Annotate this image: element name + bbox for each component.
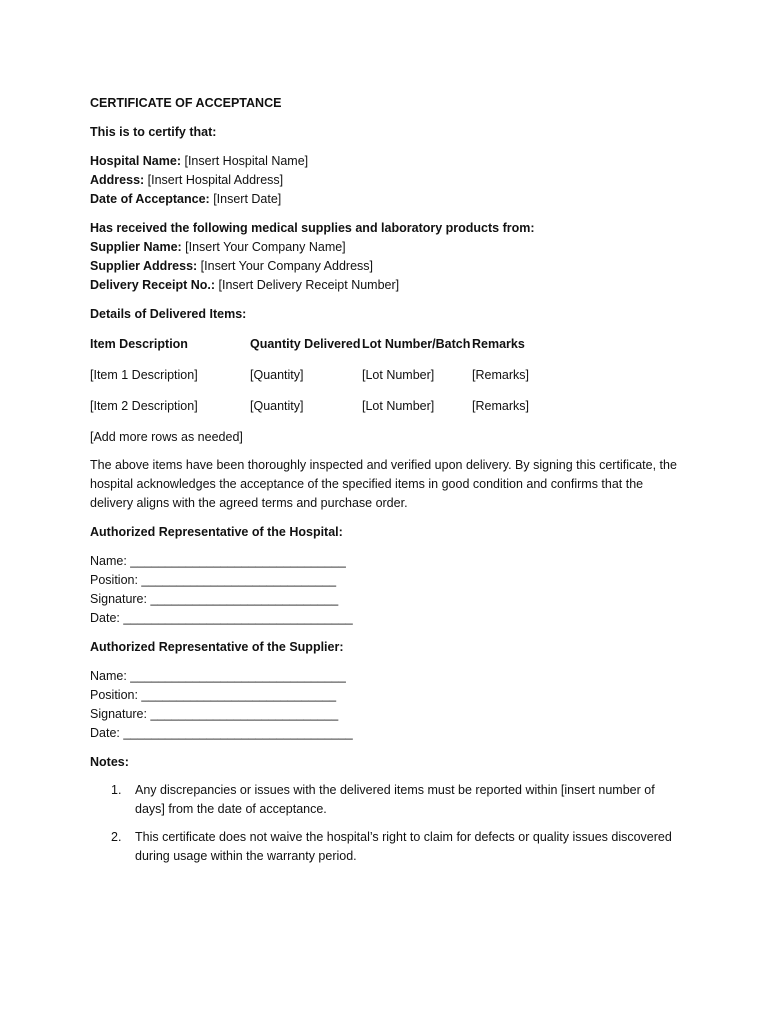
delivery-receipt-value: [Insert Delivery Receipt Number] — [215, 278, 400, 292]
hospital-address-label: Address: — [90, 173, 145, 187]
details-heading: Details of Delivered Items: — [90, 307, 247, 321]
cell-quantity: [Quantity] — [250, 367, 304, 382]
supplier-name-label: Supplier Name: — [90, 240, 182, 254]
supplier-address-label: Supplier Address: — [90, 259, 198, 273]
list-item — [90, 828, 680, 866]
hospital-rep-date-line: Date: _________________________________ — [90, 611, 353, 625]
acceptance-date-line — [90, 190, 680, 209]
acceptance-statement: The above items have been thoroughly inspected and verified upon delivery. By signing this certificate, the hospital acknowledges the acceptance of the specified items in good condition and confirms that the delivery aligns with the agreed terms and purchase order. — [90, 458, 677, 510]
delivery-receipt-line — [90, 276, 680, 295]
table-row — [90, 359, 680, 390]
hospital-address-value: [Insert Hospital Address] — [144, 173, 284, 187]
cell-quantity: [Quantity] — [250, 398, 304, 413]
intro-text: This is to certify that: — [90, 125, 217, 139]
cell-remarks: [Remarks] — [472, 398, 529, 413]
note-number: 1. — [111, 783, 122, 797]
acceptance-date-label: Date of Acceptance: — [90, 192, 210, 206]
supplier-name-value: [Insert Your Company Name] — [181, 240, 346, 254]
cell-lot-number: [Lot Number] — [362, 367, 435, 382]
delivered-items-table — [90, 328, 680, 452]
hospital-address-line — [90, 171, 680, 190]
hospital-rep-name-line: Name: _______________________________ — [90, 554, 346, 568]
supplier-rep-name-line: Name: _______________________________ — [90, 669, 346, 683]
document-title: CERTIFICATE OF ACCEPTANCE — [90, 96, 282, 110]
certificate-document — [90, 94, 680, 866]
notes-list — [90, 781, 680, 866]
table-add-more-row — [90, 421, 680, 452]
table-header-row — [90, 328, 680, 359]
supplier-rep-position-line: Position: ____________________________ — [90, 688, 337, 702]
note-text: Any discrepancies or issues with the delivered items must be reported within [insert number of days] from the date of acceptance. — [135, 783, 655, 816]
cell-item-description: [Item 2 Description] — [90, 398, 198, 413]
add-more-rows-text: [Add more rows as needed] — [90, 429, 243, 444]
hospital-name-value: [Insert Hospital Name] — [181, 154, 309, 168]
supplier-rep-heading: Authorized Representative of the Supplier: — [90, 640, 344, 654]
received-heading: Has received the following medical supplies and laboratory products from: — [90, 221, 535, 235]
hospital-rep-heading: Authorized Representative of the Hospital: — [90, 525, 343, 539]
hospital-name-label: Hospital Name: — [90, 154, 181, 168]
note-number: 2. — [111, 830, 122, 844]
cell-lot-number: [Lot Number] — [362, 398, 435, 413]
table-row — [90, 390, 680, 421]
header-lot-number: Lot Number/Batch — [362, 336, 471, 351]
hospital-name-line — [90, 152, 680, 171]
supplier-rep-date-line: Date: _________________________________ — [90, 726, 353, 740]
supplier-address-line — [90, 257, 680, 276]
header-quantity-delivered: Quantity Delivered — [250, 336, 361, 351]
list-item — [90, 781, 680, 819]
cell-remarks: [Remarks] — [472, 367, 529, 382]
supplier-rep-signature-line: Signature: ___________________________ — [90, 707, 339, 721]
notes-heading: Notes: — [90, 755, 129, 769]
note-text: This certificate does not waive the hospital’s right to claim for defects or quality issues discovered during usage within the warranty period. — [135, 830, 672, 863]
cell-item-description: [Item 1 Description] — [90, 367, 198, 382]
supplier-name-line — [90, 238, 680, 257]
header-item-description: Item Description — [90, 336, 188, 351]
supplier-address-value: [Insert Your Company Address] — [197, 259, 373, 273]
hospital-rep-position-line: Position: ____________________________ — [90, 573, 337, 587]
delivery-receipt-label: Delivery Receipt No.: — [90, 278, 216, 292]
acceptance-date-value: [Insert Date] — [209, 192, 282, 206]
header-remarks: Remarks — [472, 336, 525, 351]
hospital-rep-signature-line: Signature: ___________________________ — [90, 592, 339, 606]
